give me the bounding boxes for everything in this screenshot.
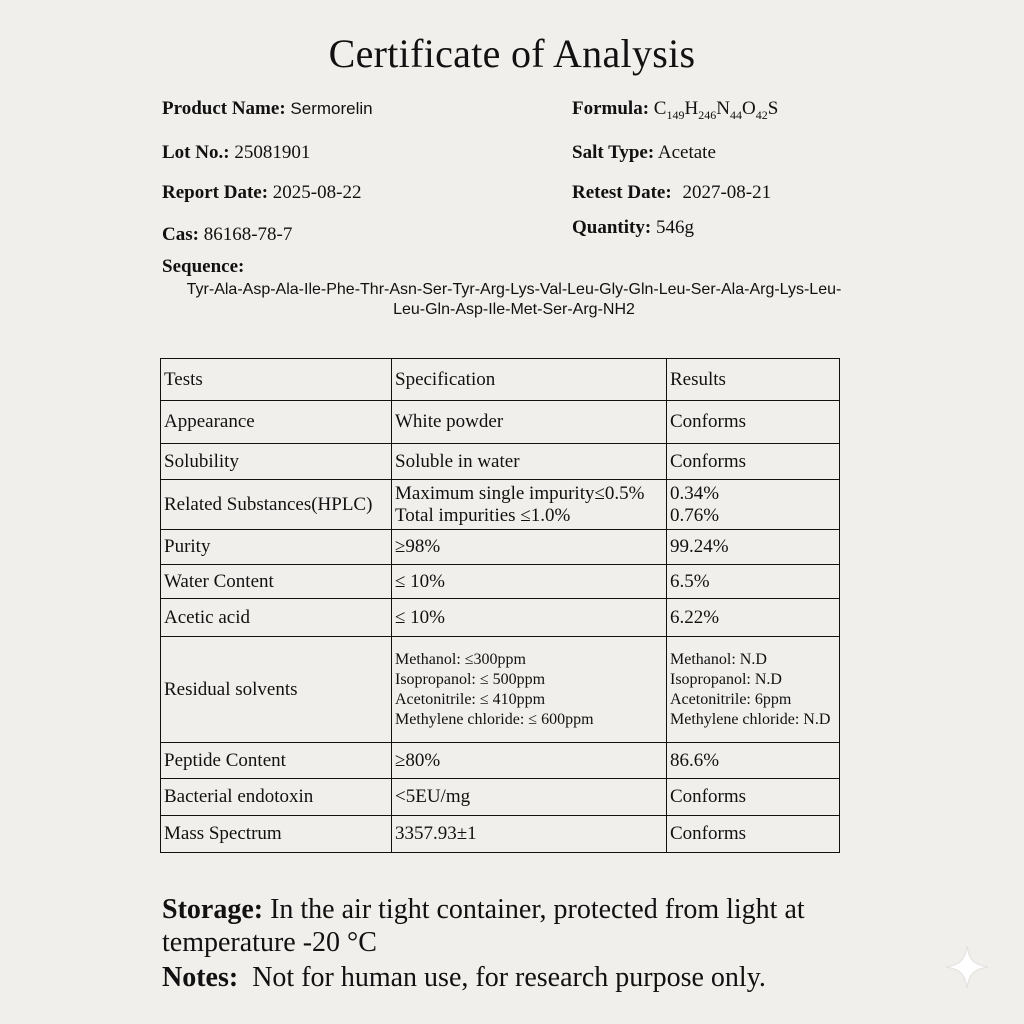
table-row xyxy=(161,637,840,743)
storage-text: In the air tight container, protected from light at temperature -20 °C xyxy=(162,894,805,958)
product-name-label: Product Name: xyxy=(162,98,286,119)
result-line: Methylene chloride: N.D xyxy=(670,710,831,728)
retest-date-field xyxy=(572,182,771,204)
column-header: Tests xyxy=(161,359,392,401)
result-cell xyxy=(667,779,840,816)
test-cell: Purity xyxy=(161,530,392,565)
result-cell xyxy=(667,743,840,779)
result-cell xyxy=(667,637,840,743)
spec-line: ≥80% xyxy=(395,749,441,771)
table-row xyxy=(161,743,840,779)
specification-cell xyxy=(392,779,667,816)
column-header: Results xyxy=(667,359,840,401)
specification-cell xyxy=(392,530,667,565)
result-line: 0.34% xyxy=(670,482,720,504)
quantity-value: 546g xyxy=(655,217,694,238)
lot-value: 25081901 xyxy=(234,142,311,163)
specification-cell xyxy=(392,444,667,480)
specification-cell xyxy=(392,401,667,444)
cas-field xyxy=(162,224,292,246)
quantity-field xyxy=(572,217,694,239)
cas-value: 86168-78-7 xyxy=(203,224,293,245)
sequence-line-2: Leu-Gln-Asp-Ile-Met-Ser-Arg-NH2 xyxy=(393,301,635,318)
table-row xyxy=(161,401,840,444)
report-date-value: 2025-08-22 xyxy=(272,182,362,203)
notes-text: Not for human use, for research purpose only. xyxy=(238,962,766,993)
spec-line: Methanol: ≤300ppm xyxy=(395,650,526,668)
lot-field xyxy=(162,142,310,164)
test-cell: Peptide Content xyxy=(161,743,392,779)
spec-line: Acetonitrile: ≤ 410ppm xyxy=(395,690,546,708)
formula-field xyxy=(572,98,778,123)
retest-date-value: 2027-08-21 xyxy=(682,182,772,203)
result-cell xyxy=(667,599,840,637)
specification-cell xyxy=(392,480,667,530)
result-line: 6.5% xyxy=(670,570,710,592)
spec-line: Methylene chloride: ≤ 600ppm xyxy=(395,710,594,728)
cas-label: Cas: xyxy=(162,224,199,245)
result-line: Conforms xyxy=(670,786,746,807)
result-cell xyxy=(667,816,840,853)
result-cell xyxy=(667,530,840,565)
table-row xyxy=(161,816,840,853)
salt-type-label: Salt Type: xyxy=(572,142,655,163)
table-row xyxy=(161,480,840,530)
result-line: Conforms xyxy=(670,450,746,472)
analysis-table xyxy=(160,358,840,853)
notes-label: Notes: xyxy=(162,962,239,993)
result-cell xyxy=(667,565,840,599)
result-line: 6.22% xyxy=(670,606,720,628)
result-cell xyxy=(667,401,840,444)
spec-line: <5EU/mg xyxy=(395,786,471,807)
spec-line: Total impurities ≤1.0% xyxy=(395,504,571,526)
table-row xyxy=(161,779,840,816)
specification-cell xyxy=(392,637,667,743)
specification-cell xyxy=(392,599,667,637)
product-name-value: Sermorelin xyxy=(290,99,373,118)
column-header: Specification xyxy=(392,359,667,401)
result-cell xyxy=(667,444,840,480)
formula-label: Formula: xyxy=(572,98,650,119)
storage-note xyxy=(162,893,902,959)
specification-cell xyxy=(392,565,667,599)
spec-line: ≥98% xyxy=(395,536,441,557)
test-cell: Related Substances(HPLC) xyxy=(161,480,392,530)
retest-date-label: Retest Date: xyxy=(572,182,672,203)
quantity-label: Quantity: xyxy=(572,217,652,238)
spec-line: Soluble in water xyxy=(395,450,520,472)
result-line: Conforms xyxy=(670,411,746,432)
spec-line: White powder xyxy=(395,411,504,432)
sequence-label: Sequence: xyxy=(162,256,245,277)
sequence-text xyxy=(150,280,878,320)
result-line: 0.76% xyxy=(670,504,720,526)
lot-label: Lot No.: xyxy=(162,142,230,163)
document-title: Certificate of Analysis xyxy=(328,31,696,76)
test-cell: Residual solvents xyxy=(161,637,392,743)
salt-type-value: Acetate xyxy=(657,142,716,163)
table-row xyxy=(161,599,840,637)
test-cell: Solubility xyxy=(161,444,392,480)
test-cell: Mass Spectrum xyxy=(161,816,392,853)
result-cell xyxy=(667,480,840,530)
spec-line: Isopropanol: ≤ 500ppm xyxy=(395,670,546,688)
result-line: Methanol: N.D xyxy=(670,650,767,668)
result-line: 99.24% xyxy=(670,536,729,557)
sparkle-icon xyxy=(944,944,990,990)
specification-cell xyxy=(392,816,667,853)
storage-label: Storage: xyxy=(162,894,264,925)
spec-line: ≤ 10% xyxy=(395,570,446,592)
table-header-row xyxy=(161,359,840,401)
table-row xyxy=(161,444,840,480)
spec-line: Maximum single impurity≤0.5% xyxy=(395,482,645,504)
specification-cell xyxy=(392,743,667,779)
product-name-field xyxy=(162,98,373,120)
formula-value: $C_{149}H_{246}N_{44}O_{42}S$ xyxy=(653,98,779,122)
test-cell: Water Content xyxy=(161,565,392,599)
report-date-label: Report Date: xyxy=(162,182,269,203)
result-line: Isopropanol: N.D xyxy=(670,670,782,688)
spec-line: ≤ 10% xyxy=(395,606,446,628)
test-cell: Bacterial endotoxin xyxy=(161,779,392,816)
table-row xyxy=(161,565,840,599)
test-cell: Acetic acid xyxy=(161,599,392,637)
sequence-line-1: Tyr-Ala-Asp-Ala-Ile-Phe-Thr-Asn-Ser-Tyr-Arg-Lys-Val-Leu-Gly-Gln-Leu-Ser-Ala-Arg-Lys-Leu- xyxy=(186,281,842,298)
test-cell: Appearance xyxy=(161,401,392,444)
salt-type-field xyxy=(572,142,716,164)
notes-line xyxy=(162,962,766,994)
result-line: Acetonitrile: 6ppm xyxy=(670,690,792,708)
result-line: 86.6% xyxy=(670,749,720,771)
spec-line: 3357.93±1 xyxy=(395,823,477,844)
table-row xyxy=(161,530,840,565)
report-date-field xyxy=(162,182,361,204)
result-line: Conforms xyxy=(670,823,746,844)
